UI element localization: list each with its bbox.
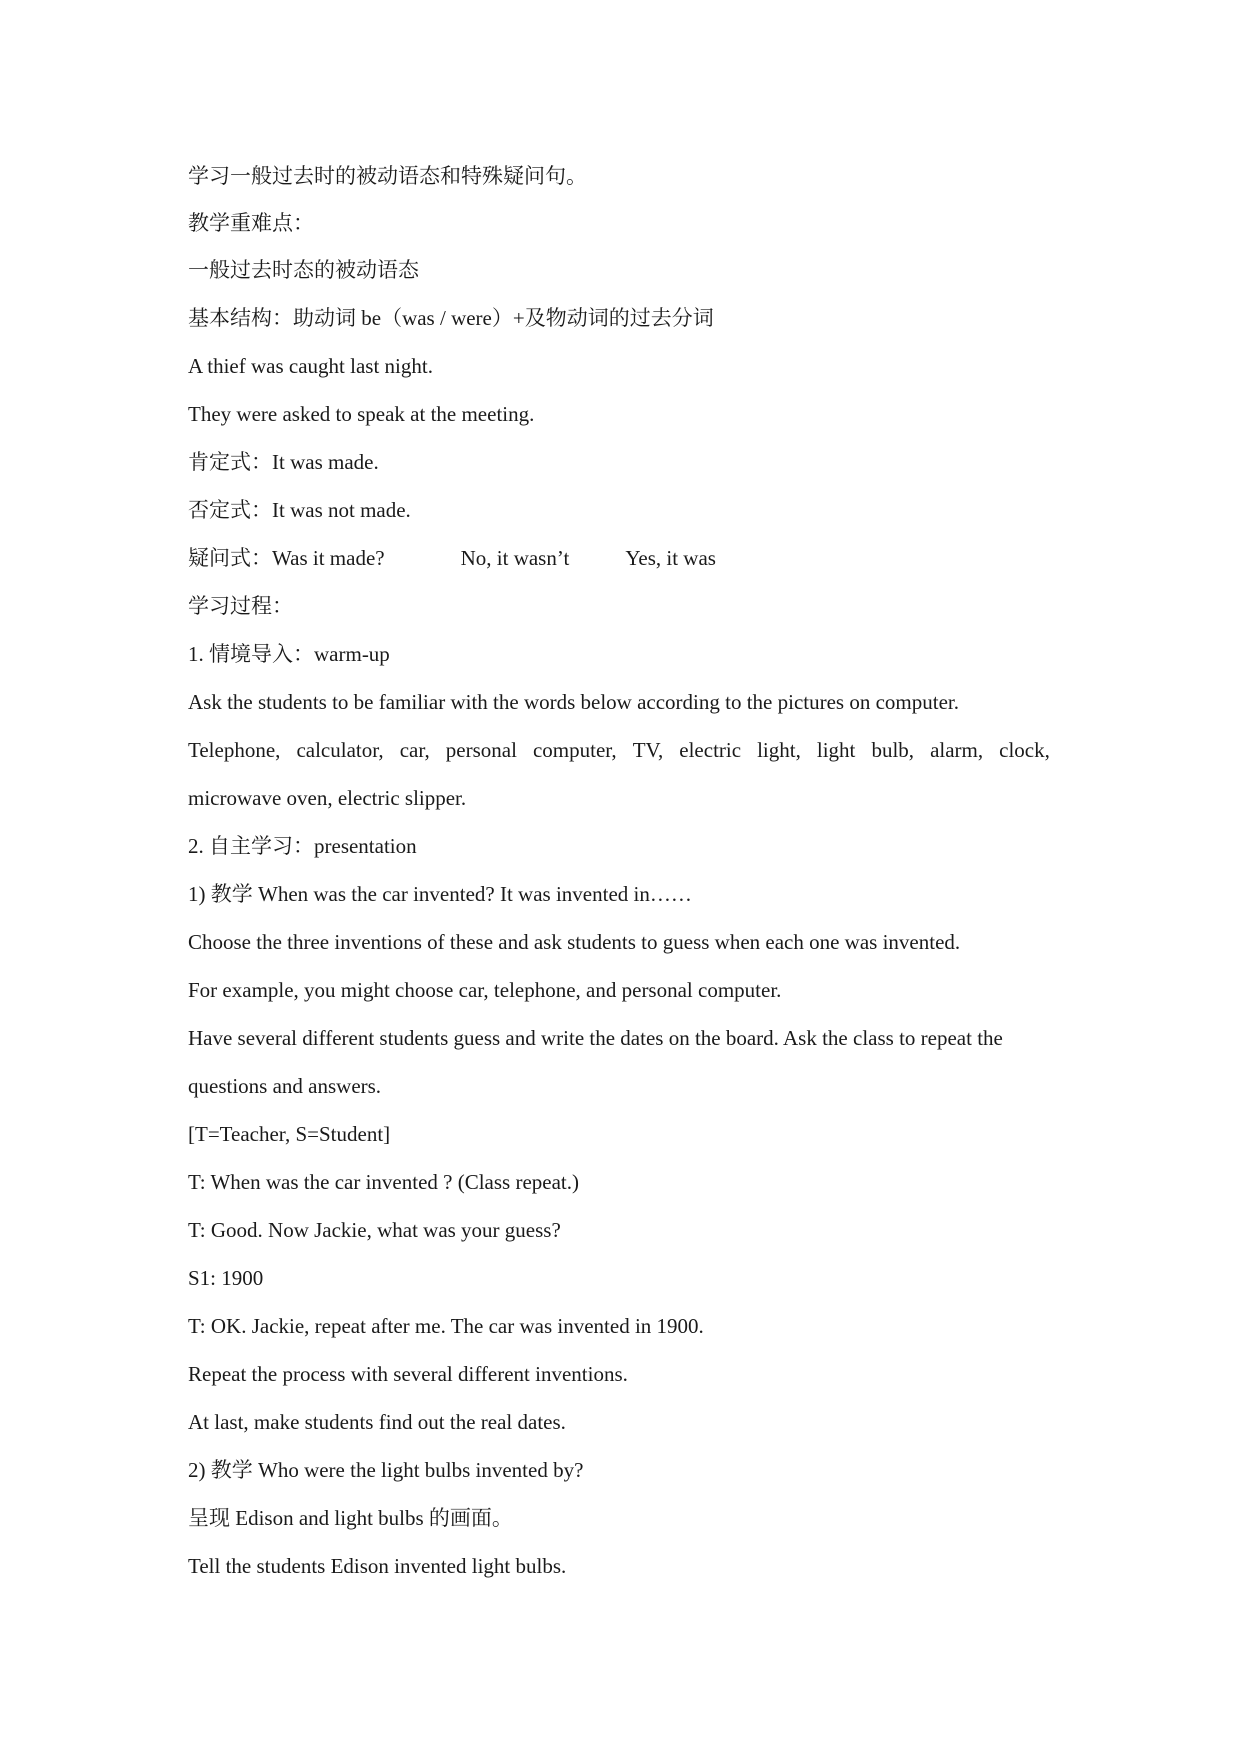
text-line: Choose the three inventions of these and ask students to guess when each one was invented. (188, 930, 961, 954)
text-line: 呈现 Edison and light bulbs 的画面。 (188, 1506, 513, 1530)
word: light (816, 738, 856, 762)
text-line: 2) 教学 Who were the light bulbs invented by? (188, 1458, 584, 1482)
text-line: 否定式：It was not made. (188, 498, 411, 522)
word: clock, (999, 738, 1050, 762)
text-line: Ask the students to be familiar with the words below according to the pictures on computer. (188, 690, 959, 714)
word: TV, (632, 738, 664, 762)
text-line: 基本结构：助动词 be（was / were）+及物动词的过去分词 (188, 306, 714, 330)
text-line: questions and answers. (188, 1074, 382, 1098)
word: car, (399, 738, 430, 762)
text-line: T: Good. Now Jackie, what was your guess? (188, 1218, 561, 1242)
text-line: microwave oven, electric slipper. (188, 786, 467, 810)
word: light, (757, 738, 801, 762)
negative-answer: No, it wasn’t (460, 546, 570, 570)
positive-answer: Yes, it was (625, 546, 716, 570)
text-line: At last, make students find out the real dates. (188, 1410, 566, 1434)
text-line-justified (188, 737, 1050, 763)
word: personal (445, 738, 517, 762)
text-line: A thief was caught last night. (188, 354, 433, 378)
text-line: Repeat the process with several different inventions. (188, 1362, 628, 1386)
text-line: 学习过程： (188, 594, 293, 618)
text-line: Have several different students guess and write the dates on the board. Ask the class to repeat the (188, 1026, 1003, 1050)
text-line: 一般过去时态的被动语态 (188, 258, 419, 282)
text-line: T: OK. Jackie, repeat after me. The car was invented in 1900. (188, 1314, 704, 1338)
text-line: 2. 自主学习：presentation (188, 834, 417, 858)
word: electric (679, 738, 742, 762)
text-line: 学习一般过去时的被动语态和特殊疑问句。 (188, 164, 587, 188)
text-line: 肯定式：It was made. (188, 450, 379, 474)
text-line: S1: 1900 (188, 1266, 264, 1290)
word: calculator, (296, 738, 384, 762)
text-line: For example, you might choose car, telephone, and personal computer. (188, 978, 782, 1002)
text-line: Tell the students Edison invented light bulbs. (188, 1554, 567, 1578)
text-line (188, 545, 716, 571)
text-line: 教学重难点： (188, 211, 314, 235)
text-line: They were asked to speak at the meeting. (188, 402, 535, 426)
word: Telephone, (188, 738, 281, 762)
text-line: T: When was the car invented ? (Class repeat.) (188, 1170, 579, 1194)
text-line: [T=Teacher, S=Student] (188, 1122, 391, 1146)
text-line: 1. 情境导入：warm-up (188, 642, 390, 666)
word: alarm, (930, 738, 984, 762)
text-line: 1) 教学 When was the car invented? It was invented in…… (188, 882, 692, 906)
word: bulb, (871, 738, 915, 762)
question-form: 疑问式：Was it made? (188, 546, 385, 570)
word: computer, (532, 738, 617, 762)
